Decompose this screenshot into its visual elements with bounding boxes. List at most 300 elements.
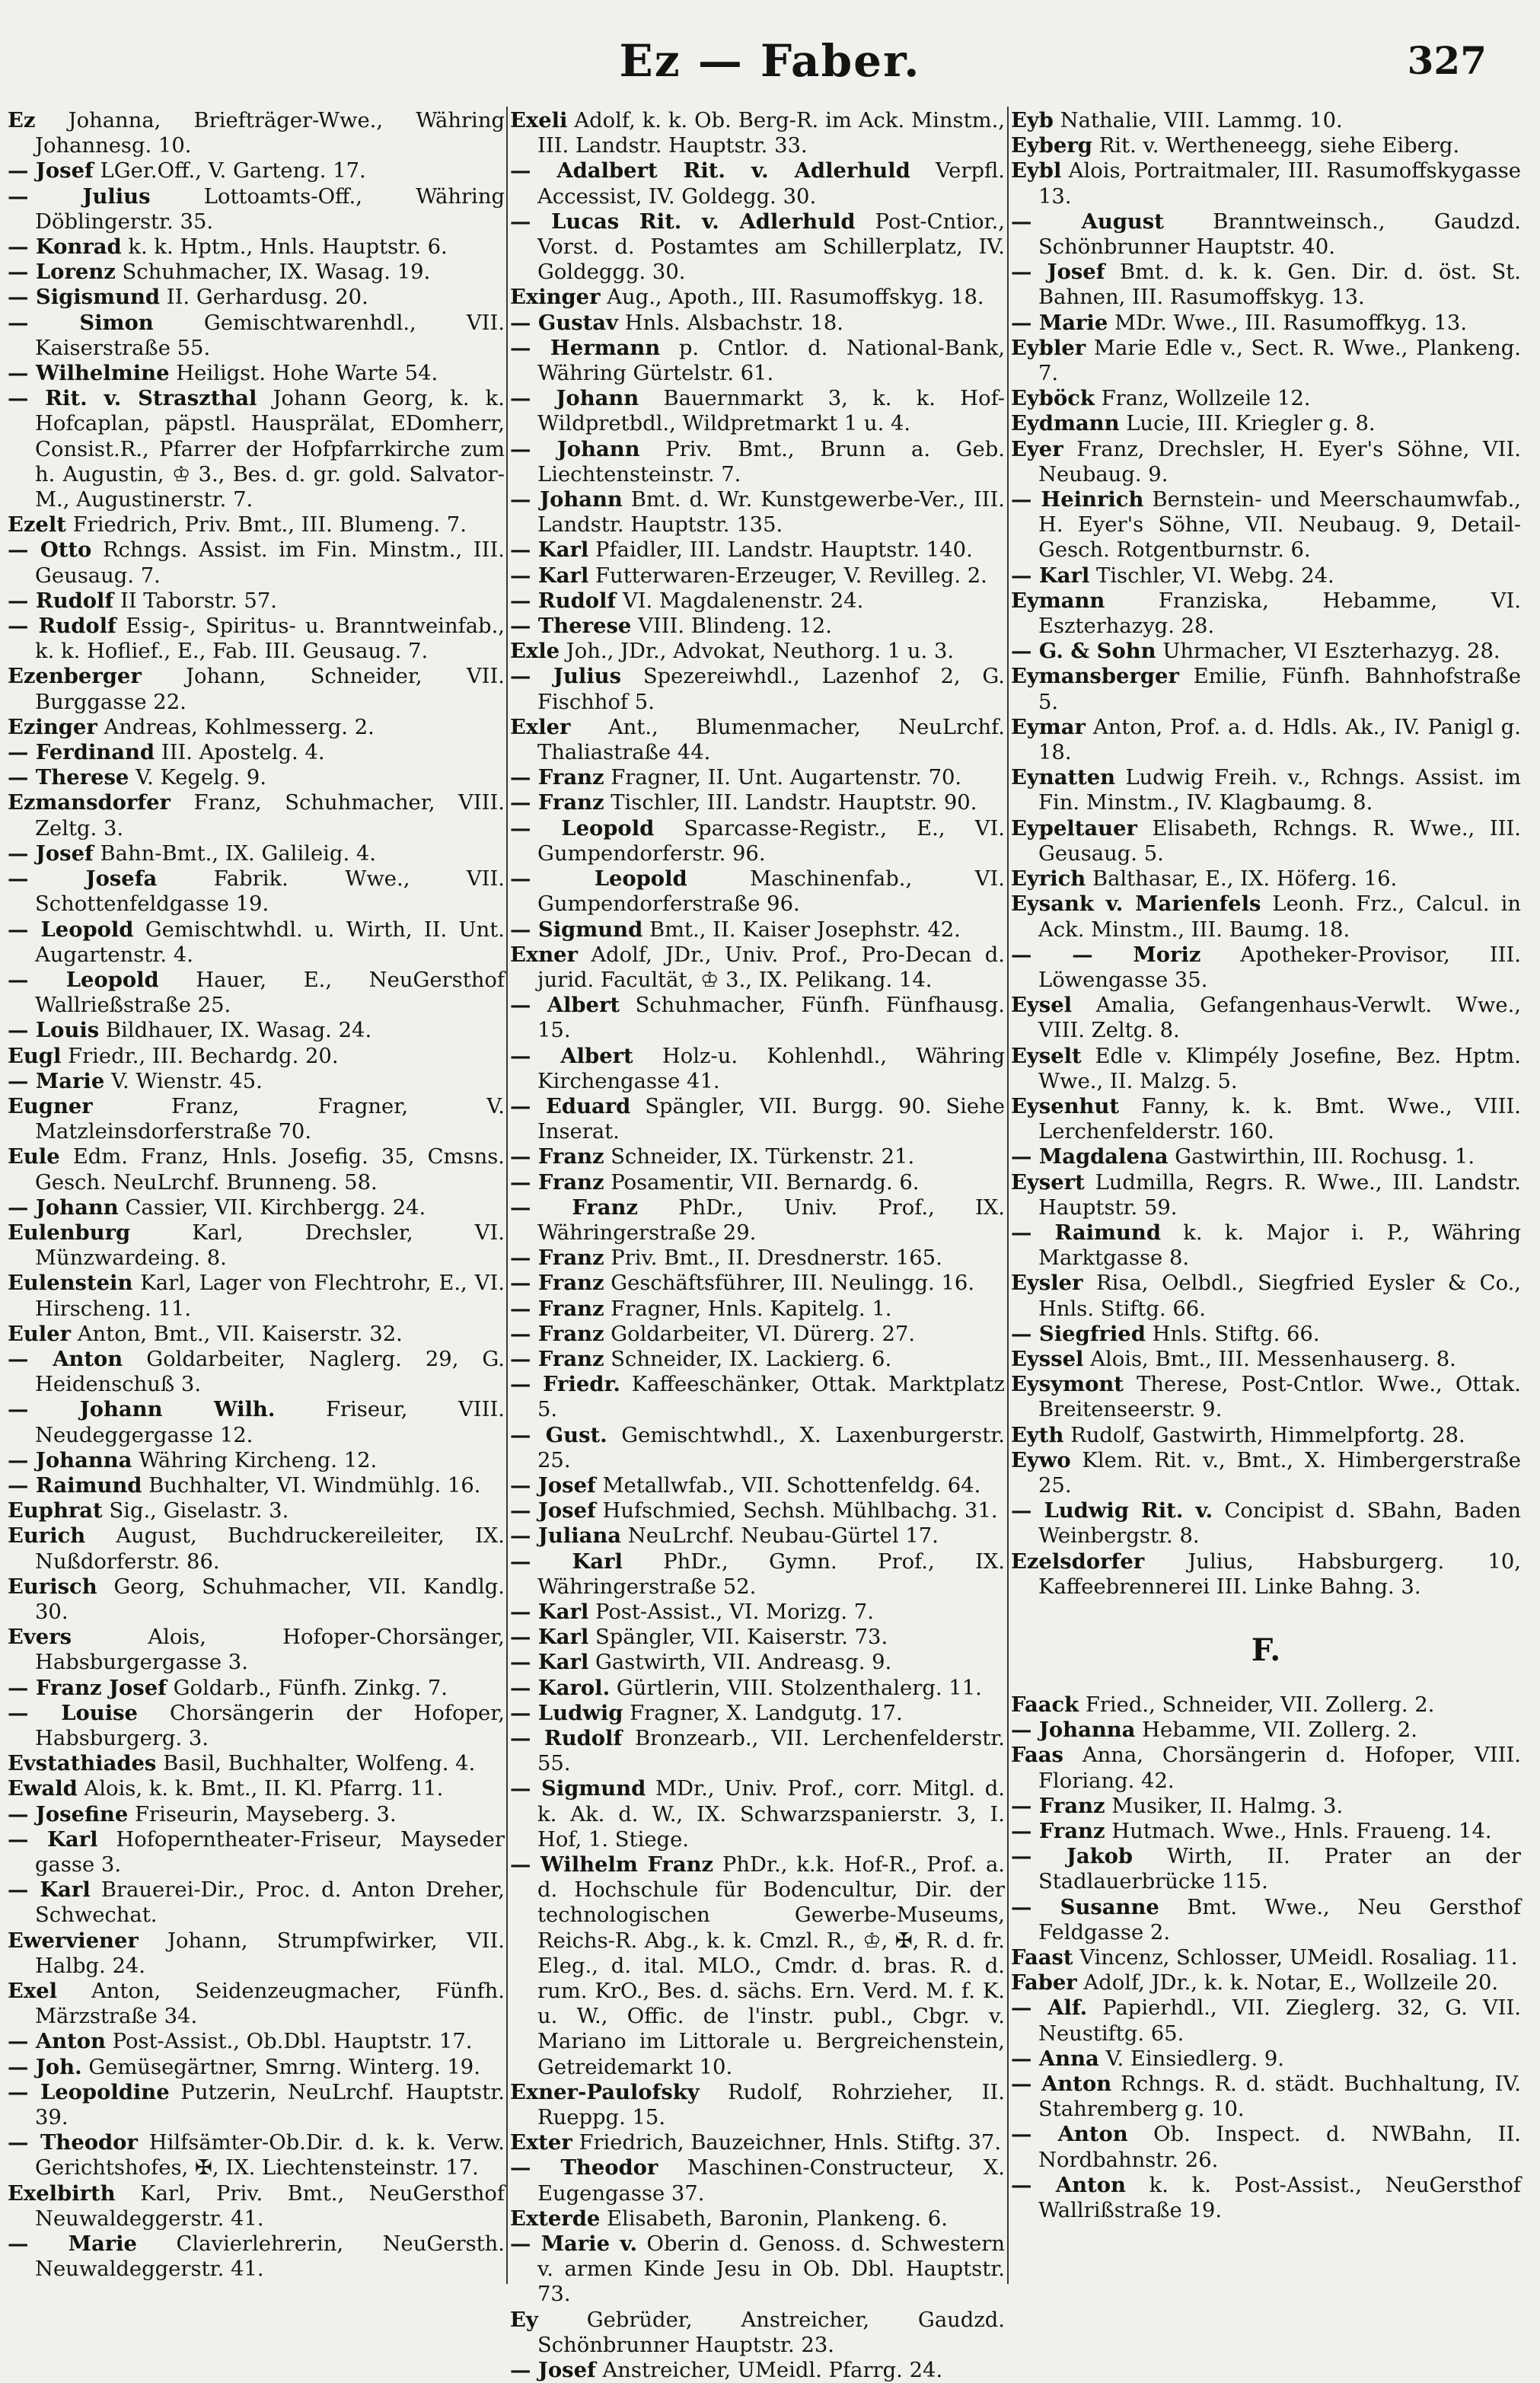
directory-entry — [1011, 866, 1521, 892]
directory-entry — [1011, 158, 1521, 209]
directory-entry — [8, 2055, 505, 2080]
entry-surname: — Julius — [8, 183, 151, 209]
entry-surname: — Juliana — [510, 1523, 622, 1549]
entry-details: Verpfl. Accessist, IV. Goldegg. 30. — [537, 159, 1006, 209]
directory-entry — [1011, 1970, 1521, 1995]
directory-entry — [1011, 765, 1521, 815]
entry-details: Futterwaren-Erzeuger, V. Revilleg. 2. — [595, 563, 987, 588]
entry-details: Anstreicher, UMeidl. Pfarrg. 24. — [602, 2359, 943, 2383]
entry-details: Essig-, Spiritus- u. Branntweinfab., k. k. Hoflief., E., Fab. III. Geusaug. 7. — [35, 614, 505, 664]
entry-surname: — Leopold — [8, 917, 134, 942]
directory-entry — [510, 2308, 1005, 2358]
directory-entry — [1011, 1692, 1521, 1718]
entry-details: Friseurin, Mayseberg. 3. — [134, 1802, 397, 1826]
entry-surname: — Franz — [510, 1169, 604, 1195]
entry-details: V. Wienstr. 45. — [110, 1069, 263, 1093]
entry-details: Friseur, VIII. Neudeggergasse 12. — [35, 1398, 505, 1447]
directory-entry — [510, 614, 1005, 639]
entry-details: Fragner, II. Unt. Augartenstr. 70. — [611, 766, 962, 790]
entry-surname: — Johanna — [8, 1447, 132, 1472]
entry-details: Risa, Oelbdl., Siegfried Eysler & Co., Hnls. Stiftg. 66. — [1038, 1271, 1522, 1321]
entry-surname: — Karl — [8, 1826, 98, 1852]
entry-details: Ant., Blumenmacher, NeuLrchf. Thaliastraße 44. — [537, 715, 1005, 765]
entry-details: Klem. Rit. v., Bmt., X. Himbergerstraße 25. — [1038, 1448, 1521, 1498]
entry-details: Branntweinsch., Gaudzd. Schönbrunner Hauptstr. 40. — [1038, 209, 1521, 260]
directory-entry — [510, 487, 1005, 538]
entry-details: Alois, Bmt., III. Messenhauserg. 8. — [1090, 1347, 1456, 1371]
directory-entry — [510, 386, 1005, 436]
directory-entry — [1011, 892, 1521, 942]
entry-surname: Eybl — [1011, 158, 1062, 183]
directory-entry — [8, 1094, 505, 1144]
directory-entry — [510, 1776, 1005, 1852]
directory-entry — [8, 2029, 505, 2054]
directory-entry — [510, 2358, 1005, 2383]
entry-surname: — Josef — [510, 1472, 596, 1498]
entry-details: Gemischtwarenhdl., VII. Kaiserstraße 55. — [35, 311, 505, 360]
entry-surname: — Gust. — [510, 1422, 607, 1447]
directory-entry — [8, 866, 505, 917]
entry-details: Buchhalter, VI. Windmühlg. 16. — [148, 1473, 481, 1498]
directory-entry — [1011, 386, 1521, 411]
entry-surname: Exler — [510, 714, 571, 739]
entry-details: V. Einsiedlerg. 9. — [1105, 2046, 1284, 2071]
directory-entry — [8, 1397, 505, 1447]
directory-entry — [1011, 1271, 1521, 1321]
entry-details: Gemischtwhdl., X. Laxenburgerstr. 25. — [537, 1423, 1005, 1472]
entry-surname: — Josef — [510, 1498, 596, 1523]
entry-surname: — Marie — [8, 2231, 137, 2257]
entry-surname: — Josef — [1011, 260, 1105, 285]
entry-details: Nathalie, VIII. Lammg. 10. — [1060, 109, 1343, 132]
entry-surname: Exterde — [510, 2206, 601, 2231]
directory-entry — [1011, 1170, 1521, 1220]
entry-surname: Evstathiades — [8, 1751, 157, 1776]
directory-entry — [8, 1676, 505, 1701]
directory-entry — [8, 108, 505, 158]
entry-surname: Eysenhut — [1011, 1093, 1120, 1118]
directory-entry — [510, 1701, 1005, 1726]
entry-surname: — Anna — [1011, 2046, 1099, 2071]
entry-details: Geschäftsführer, III. Neulingg. 16. — [611, 1271, 975, 1296]
directory-column-3 — [1011, 108, 1521, 2286]
directory-entry — [1011, 336, 1521, 386]
entry-details: Gürtlerin, VIII. Stolzenthalerg. 11. — [616, 1676, 982, 1700]
entry-surname: — G. & Sohn — [1011, 639, 1156, 664]
directory-entry — [510, 108, 1005, 158]
entry-surname: — Ludwig Rit. v. — [1011, 1498, 1213, 1523]
entry-surname: — Rudolf — [8, 588, 114, 613]
entry-surname: Eulenstein — [8, 1271, 133, 1296]
entry-surname: — Franz — [510, 1271, 604, 1296]
entry-surname: Ezelt — [8, 512, 66, 538]
entry-surname: Exner-Paulofsky — [510, 2079, 700, 2104]
directory-entry — [8, 917, 505, 968]
entry-surname: — Franz — [510, 1296, 604, 1321]
entry-details: Basil, Buchhalter, Wolfeng. 4. — [163, 1752, 476, 1776]
entry-surname: — Josefine — [8, 1801, 129, 1826]
entry-surname: — Karl — [510, 1650, 589, 1675]
entry-details: Goldarbeiter, Naglerg. 29, G. Heidenschuß 3. — [35, 1347, 505, 1397]
directory-entry — [510, 1246, 1005, 1271]
directory-entry — [510, 1144, 1005, 1169]
entry-details: PhDr., Gymn. Prof., IX. Währingerstraße 52. — [537, 1549, 1005, 1599]
directory-entry — [8, 538, 505, 588]
directory-entry — [510, 1170, 1005, 1195]
entry-details: Rchngs. R. d. städt. Buchhaltung, IV. Stahremberg g. 10. — [1038, 2072, 1521, 2122]
entry-details: Gemischtwhdl. u. Wirth, II. Unt. Augartenstr. 4. — [35, 917, 505, 967]
directory-entry — [8, 260, 505, 285]
entry-details: Schuhmacher, Fünfh. Fünfhausg. 15. — [537, 994, 1005, 1043]
directory-entry — [1011, 1044, 1521, 1094]
directory-entry — [510, 1852, 1005, 2080]
directory-entry — [8, 841, 505, 866]
entry-surname: — Eduard — [510, 1093, 631, 1118]
entry-surname: — Albert — [510, 993, 620, 1018]
directory-entry — [510, 1650, 1005, 1675]
directory-entry — [1011, 2173, 1521, 2223]
entry-surname: — Johann — [8, 1195, 119, 1220]
entry-surname: Ezmansdorfer — [8, 790, 171, 815]
entry-surname: Evers — [8, 1625, 72, 1650]
entry-surname: — Anton — [1011, 2122, 1128, 2147]
directory-entry — [8, 1220, 505, 1271]
entry-details: Hutmach. Wwe., Hnls. Fraueng. 14. — [1111, 1820, 1492, 1843]
directory-entry — [510, 1549, 1005, 1600]
directory-entry — [8, 158, 505, 183]
entry-details: Schuhmacher, IX. Wasag. 19. — [122, 260, 431, 285]
entry-details: Franz, Fragner, V. Matzleinsdorferstraße 70. — [35, 1094, 505, 1144]
entry-surname: — Franz — [510, 1144, 604, 1169]
entry-details: Fried., Schneider, VII. Zollerg. 2. — [1085, 1692, 1435, 1717]
entry-surname: Eyth — [1011, 1422, 1064, 1447]
entry-surname: — Gustav — [510, 310, 618, 335]
entry-surname: Eymar — [1011, 714, 1086, 739]
directory-entry — [510, 917, 1005, 943]
entry-surname: Ezenberger — [8, 664, 142, 689]
entry-surname: — Josef — [8, 158, 94, 183]
entry-surname: — Karol. — [510, 1675, 611, 1700]
entry-details: Tischler, VI. Webg. 24. — [1096, 563, 1334, 588]
directory-entry — [510, 563, 1005, 589]
entry-details: PhDr., k.k. Hof-R., Prof. a. d. Hochschule für Bodencultur, Dir. der technologischen Gewerbe-Museums, Reichs-R. Abg., k. k. Cmzl. R., ♔, ✠, R. d. fr. Eleg., d. ital. MLO., Cmdr. d. bras. R. d. rum. KrO., Bes. d. sächs. Ern. Verd. M. f. K. u. W., Offic. de l'instr. publ., Cbgr. v. Mariano im Littorale u. Bergreichenstein, Getreidemarkt 10. — [537, 1853, 1005, 2079]
entry-details: Bauernmarkt 3, k. k. Hof-Wildpretbdl., Wildpretmarkt 1 u. 4. — [537, 387, 1005, 436]
entry-surname: — Louis — [8, 1018, 100, 1043]
directory-entry — [8, 1322, 505, 1347]
entry-details: Bronzearb., VII. Lerchenfelderstr. 55. — [537, 1727, 1005, 1776]
entry-details: LGer.Off., V. Garteng. 17. — [100, 159, 366, 183]
entry-details: Bmt. d. k. k. Gen. Dir. d. öst. St. Bahnen, III. Rasumoffskyg. 13. — [1038, 260, 1521, 310]
entry-surname: — Jakob — [1011, 1844, 1133, 1869]
entry-surname: Exeli — [510, 108, 568, 132]
directory-entry — [1011, 1549, 1521, 1600]
directory-entry — [8, 1448, 505, 1473]
directory-entry — [1011, 108, 1521, 133]
directory-entry — [1011, 1220, 1521, 1271]
entry-details: Karl, Drechsler, VI. Münzwardeing. 8. — [35, 1220, 505, 1271]
entry-details: Schneider, IX. Lackierg. 6. — [611, 1347, 892, 1371]
entry-details: Franziska, Hebamme, VI. Eszterhazyg. 28. — [1038, 589, 1521, 639]
entry-details: Rchngs. Assist. im Fin. Minstm., III. Geusaug. 7. — [35, 538, 505, 588]
directory-entry — [8, 184, 505, 234]
entry-surname: — Anton — [1011, 2072, 1112, 2097]
entry-details: Alois, Hofoper-Chorsänger, Habsburgergasse 3. — [35, 1625, 505, 1675]
entry-surname: — Sigismund — [8, 285, 161, 310]
entry-surname: Eyböck — [1011, 386, 1095, 411]
directory-entry — [510, 538, 1005, 563]
entry-surname: Eysel — [1011, 993, 1073, 1018]
entry-surname: Exinger — [510, 285, 601, 310]
entry-details: III. Apostelg. 4. — [161, 741, 325, 765]
entry-details: Hilfsämter-Ob.Dir. d. k. k. Verw. Gerichtshofes, ✠, IX. Liechtensteinstr. 17. — [35, 2131, 505, 2180]
entry-surname: — Siegfried — [1011, 1321, 1146, 1346]
entry-details: k. k. Hptm., Hnls. Hauptstr. 6. — [128, 235, 448, 260]
entry-surname: — Franz — [510, 1346, 604, 1371]
entry-details: Rudolf, Rohrzieher, II. Rueppg. 15. — [537, 2080, 1005, 2130]
entry-details: Bernstein- und Meerschaumwfab., H. Eyer's Söhne, VII. Neubaug. 9, Detail-Gesch. Rotgentburnstr. 6. — [1038, 488, 1521, 563]
entry-surname: — August — [1011, 209, 1164, 234]
entry-details: Gastwirth, VII. Andreasg. 9. — [595, 1651, 892, 1675]
directory-entry — [1011, 1794, 1521, 1819]
entry-details: Post-Cntior., Vorst. d. Postamtes am Schillerplatz, IV. Goldeggg. 30. — [537, 209, 1005, 285]
directory-entry — [1011, 1498, 1521, 1549]
entry-surname: — Joh. — [8, 2054, 82, 2079]
entry-surname: — Johann — [510, 386, 639, 411]
directory-entry — [510, 311, 1005, 336]
directory-entry — [1011, 816, 1521, 866]
directory-entry — [8, 1018, 505, 1043]
entry-details: Friedr., III. Bechardg. 20. — [68, 1044, 339, 1068]
directory-entry — [8, 285, 505, 310]
entry-surname: — Anton — [1011, 2172, 1126, 2197]
entry-surname: Exel — [8, 1979, 58, 2004]
entry-details: Adolf, JDr., Univ. Prof., Pro-Decan d. jurid. Facultät, ♔ 3., IX. Pelikang. 14. — [537, 943, 1005, 992]
directory-entry — [510, 1094, 1005, 1144]
entry-details: MDr., Univ. Prof., corr. Mitgl. d. k. Ak. d. W., IX. Schwarzspanierstr. 3, I. Hof, 1. Stiege. — [537, 1777, 1005, 1852]
directory-entry — [8, 2130, 505, 2180]
entry-details: Franz, Schuhmacher, VIII. Zeltg. 3. — [35, 791, 505, 841]
directory-entry — [1011, 664, 1521, 714]
entry-surname: Eymansberger — [1011, 664, 1179, 689]
entry-surname: Exter — [510, 2130, 572, 2155]
entry-surname: — Leopold — [510, 866, 687, 892]
entry-details: Gebrüder, Anstreicher, Gaudzd. Schönbrunner Hauptstr. 23. — [537, 2308, 1005, 2357]
directory-entry — [1011, 1819, 1521, 1844]
entry-surname: Eyssel — [1011, 1346, 1084, 1371]
directory-entry — [8, 2181, 505, 2231]
entry-details: Fabrik. Wwe., VII. Schottenfeldgasse 19. — [35, 867, 505, 917]
entry-surname: Eyselt — [1011, 1043, 1082, 1068]
entry-surname: Eysymont — [1011, 1372, 1124, 1397]
entry-surname: — Susanne — [1011, 1894, 1159, 1919]
entry-details: Johann, Strumpfwirker, VII. Halbg. 24. — [35, 1928, 505, 1978]
directory-entry — [8, 1498, 505, 1523]
directory-entry — [510, 1322, 1005, 1347]
directory-entry — [1011, 715, 1521, 765]
entry-details: Hnls. Stiftg. 66. — [1152, 1322, 1320, 1346]
entry-surname: Eywo — [1011, 1447, 1071, 1472]
directory-entry — [510, 2130, 1005, 2155]
entry-details: Brauerei-Dir., Proc. d. Anton Dreher, Schwechat. — [35, 1878, 505, 1928]
entry-details: Ludmilla, Regrs. R. Wwe., III. Landstr. Hauptstr. 59. — [1038, 1170, 1521, 1220]
entry-surname: Ewerviener — [8, 1928, 139, 1953]
entry-surname: Eurich — [8, 1523, 86, 1549]
directory-entry — [510, 2155, 1005, 2206]
directory-entry — [1011, 1448, 1521, 1498]
entry-surname: — Wilhelmine — [8, 361, 170, 386]
directory-entry — [510, 816, 1005, 866]
entry-surname: — Rit. v. Straszthal — [8, 386, 257, 411]
entry-details: Amalia, Gefangenhaus-Verwlt. Wwe., VIII. Zeltg. 8. — [1038, 994, 1521, 1043]
entry-details: Hebamme, VII. Zollerg. 2. — [1142, 1718, 1417, 1743]
directory-entry — [8, 1347, 505, 1397]
directory-entry — [1011, 133, 1521, 158]
directory-entry — [8, 1271, 505, 1321]
directory-entry — [1011, 260, 1521, 310]
entry-surname: Eugl — [8, 1043, 62, 1068]
directory-entry — [1011, 1945, 1521, 1970]
entry-details: Johann Georg, k. k. Hofcaplan, päpstl. Hausprälat, EDomherr, Consist.R., Pfarrer der Hofpfarrkirche zum h. Augustin, ♔ 3., Bes. d. gr. gold. Salvator-M., Augustinerstr. 7. — [35, 387, 505, 512]
entry-details: k. k. Major i. P., Währing Marktgasse 8. — [1038, 1220, 1521, 1271]
directory-entry — [8, 1069, 505, 1094]
entry-details: Holz-u. Kohlenhdl., Währing Kirchengasse 41. — [537, 1044, 1005, 1093]
entry-details: Balthasar, E., IX. Höferg. 16. — [1092, 867, 1398, 892]
entry-surname: — Louise — [8, 1700, 138, 1725]
directory-entry — [8, 740, 505, 765]
entry-details: Elisabeth, Baronin, Plankeng. 6. — [607, 2206, 948, 2231]
entry-details: Post-Assist., Ob.Dbl. Hauptstr. 17. — [112, 2030, 473, 2054]
entry-details: Bmt. Wwe., Neu Gersthof Feldgasse 2. — [1038, 1895, 1521, 1944]
directory-entry — [1011, 1718, 1521, 1743]
entry-surname: — Karl — [8, 1877, 91, 1903]
directory-entry — [510, 1625, 1005, 1650]
entry-surname: Euler — [8, 1321, 72, 1346]
entry-surname: Exelbirth — [8, 2180, 116, 2206]
entry-details: Aug., Apoth., III. Rasumoffskyg. 18. — [607, 286, 984, 310]
entry-surname: — Karl — [510, 538, 589, 563]
entry-surname: — Franz — [1011, 1793, 1105, 1818]
entry-surname: — Alf. — [1011, 1995, 1088, 2021]
entry-surname: — Franz — [510, 1195, 638, 1220]
entry-details: Leonh. Frz., Calcul. in Ack. Minstm., III. Baumg. 18. — [1038, 892, 1521, 942]
entry-surname: — Therese — [510, 614, 632, 639]
entry-details: PhDr., Univ. Prof., IX. Währingerstraße 29. — [537, 1195, 1005, 1245]
directory-entry — [1011, 487, 1521, 563]
entry-surname: Eysler — [1011, 1271, 1083, 1296]
directory-entry — [8, 1701, 505, 1751]
directory-entry — [8, 664, 505, 714]
directory-entry — [510, 943, 1005, 993]
directory-entry — [510, 285, 1005, 310]
directory-entry — [8, 1473, 505, 1498]
entry-surname: Eulenburg — [8, 1220, 131, 1245]
directory-entry — [510, 715, 1005, 765]
directory-entry — [8, 386, 505, 512]
entry-details: Elisabeth, Rchngs. R. Wwe., III. Geusaug. 5. — [1038, 816, 1521, 866]
entry-surname: — Anton — [8, 1346, 123, 1371]
entry-details: Post-Assist., VI. Morizg. 7. — [595, 1600, 874, 1624]
entry-details: Tischler, III. Landstr. Hauptstr. 90. — [611, 791, 977, 815]
entry-surname: — Johann Wilh. — [8, 1397, 276, 1422]
directory-entry — [510, 1676, 1005, 1701]
entry-surname: — Therese — [8, 765, 129, 790]
entry-details: Spezereiwhdl., Lazenhof 2, G. Fischhof 5. — [537, 665, 1005, 714]
entry-details: Fanny, k. k. Bmt. Wwe., VIII. Lerchenfelderstr. 160. — [1038, 1094, 1521, 1144]
directory-entry — [1011, 943, 1521, 993]
entry-details: Oberin d. Genoss. d. Schwestern v. armen Kinde Jesu in Ob. Dbl. Hauptstr. 73. — [537, 2232, 1005, 2307]
entry-surname: — Marie v. — [510, 2231, 638, 2257]
entry-surname: Ezelsdorfer — [1011, 1549, 1145, 1574]
directory-entry — [510, 437, 1005, 487]
entry-surname: — Marie — [8, 1068, 105, 1093]
directory-entry — [8, 1827, 505, 1877]
directory-entry — [8, 361, 505, 386]
entry-details: Hufschmied, Sechsh. Mühlbachg. 31. — [602, 1499, 998, 1523]
directory-entry — [8, 1979, 505, 2029]
entry-surname: — Karl — [510, 1599, 589, 1624]
entry-details: Johanna, Briefträger-Wwe., Währing Johannesg. 10. — [35, 109, 505, 158]
entry-surname: Ey — [510, 2307, 538, 2332]
entry-details: Anton, Prof. a. d. Hdls. Ak., IV. Panigl g. 18. — [1038, 715, 1522, 765]
entry-surname: Eugner — [8, 1093, 93, 1118]
entry-surname: — Franz — [510, 765, 604, 790]
entry-details: VIII. Blindeng. 12. — [638, 614, 832, 639]
entry-surname: Eysank v. Marienfels — [1011, 892, 1261, 917]
entry-surname: Ezinger — [8, 714, 97, 739]
entry-details: Ludwig Freih. v., Rchngs. Assist. im Fin. Minstm., IV. Klagbaumg. 8. — [1038, 766, 1521, 815]
directory-entry — [510, 158, 1005, 209]
directory-entry — [8, 1928, 505, 1979]
entry-details: Edle v. Klimpély Josefine, Bez. Hptm. Wwe., II. Malzg. 5. — [1038, 1044, 1521, 1093]
entry-surname: — Lorenz — [8, 260, 116, 285]
directory-entry — [8, 512, 505, 538]
entry-surname: — Raimund — [8, 1472, 142, 1498]
entry-details: Lottoamts-Off., Währing Döblingerstr. 35. — [35, 184, 505, 234]
column-rule-2 — [1007, 107, 1009, 2284]
directory-entry — [1011, 1372, 1521, 1422]
entry-details: Spängler, VII. Kaiserstr. 73. — [595, 1625, 888, 1650]
entry-details: Bmt. d. Wr. Kunstgewerbe-Ver., III. Landstr. Hauptstr. 135. — [537, 488, 1005, 538]
entry-surname: — Rudolf — [510, 588, 617, 613]
entry-surname: — Franz — [510, 790, 604, 815]
entry-details: Cassier, VII. Kirchbergg. 24. — [125, 1195, 426, 1220]
directory-entry — [1011, 1995, 1521, 2046]
entry-surname: — Franz — [510, 1321, 604, 1346]
entry-surname: — Sigmund — [510, 1776, 646, 1801]
entry-details: Edm. Franz, Hnls. Josefig. 35, Cmsns. Gesch. NeuLrchf. Brunneng. 58. — [35, 1145, 505, 1195]
entry-surname: Eyrich — [1011, 866, 1086, 892]
directory-entry — [510, 639, 1005, 664]
entry-surname: — Theodor — [8, 2130, 138, 2155]
entry-surname: — Josefa — [8, 866, 158, 892]
directory-entry — [1011, 639, 1521, 664]
entry-surname: — Heinrich — [1011, 487, 1144, 512]
entry-surname: Eurisch — [8, 1574, 97, 1599]
directory-entry — [8, 1877, 505, 1928]
entry-surname: Eyberg — [1011, 133, 1092, 158]
entry-details: Karl, Priv. Bmt., NeuGersthof Neuwaldeggerstr. 41. — [35, 2181, 505, 2231]
entry-surname: — Marie — [1011, 310, 1108, 335]
directory-entry — [8, 1144, 505, 1195]
entry-surname: — Julius — [510, 664, 622, 689]
directory-entry — [510, 1372, 1005, 1422]
entry-details: Posamentir, VII. Bernardg. 6. — [611, 1170, 920, 1195]
entry-details: Emilie, Fünfh. Bahnhofstraße 5. — [1038, 665, 1521, 714]
directory-entry — [510, 790, 1005, 815]
entry-details: Priv. Bmt., Brunn a. Geb. Liechtensteinstr. 7. — [537, 437, 1005, 486]
entry-details: Metallwfab., VII. Schottenfeldg. 64. — [602, 1473, 981, 1498]
directory-entry — [1011, 1094, 1521, 1144]
